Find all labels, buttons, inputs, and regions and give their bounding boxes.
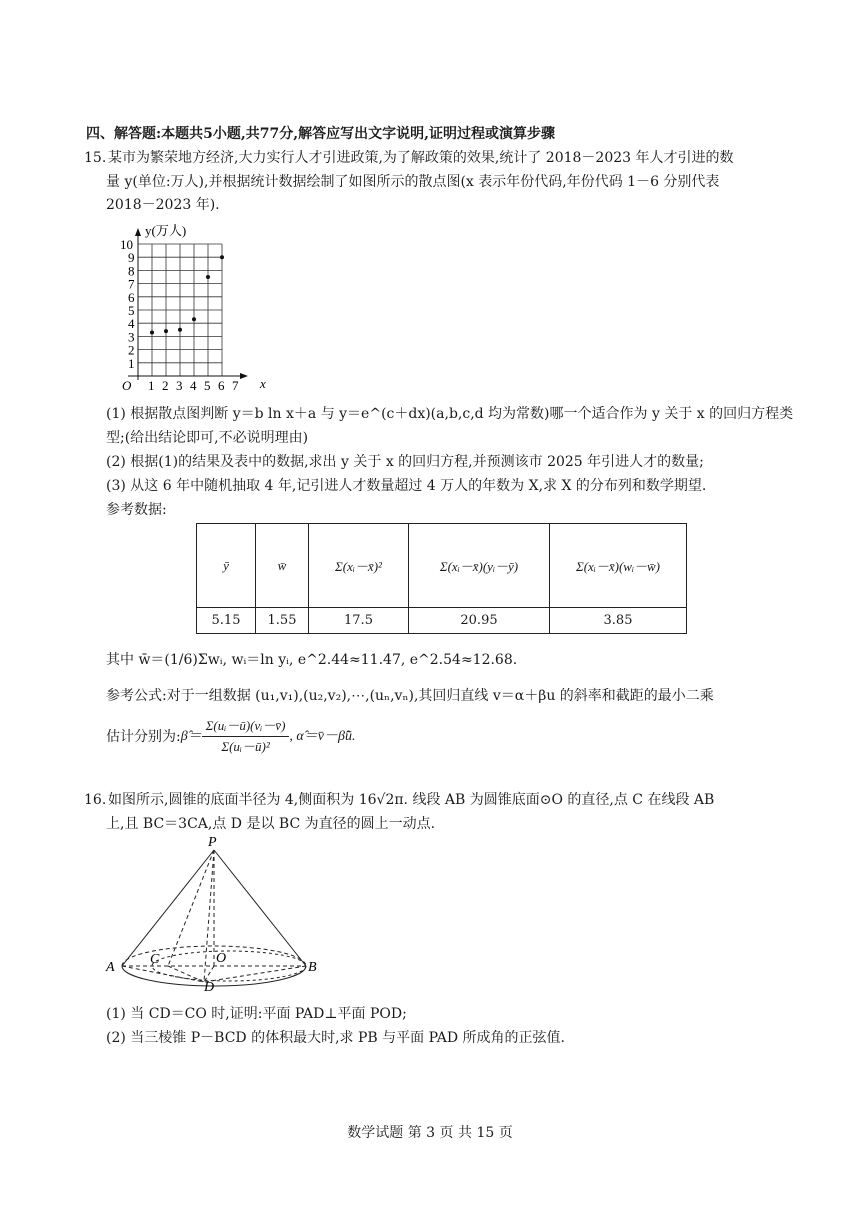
table-header-sxx: [309, 524, 409, 608]
table-cell-wbar: 1.55: [256, 608, 309, 634]
page-footer: 数学试题 第 3 页 共 15 页: [347, 1125, 513, 1141]
q15-part2: (2) 根据(1)的结果及表中的数据,求出 y 关于 x 的回归方程,并预测该市 2025 年引进人才的数量;: [106, 454, 704, 470]
q16-line2: 上,且 BC＝3CA,点 D 是以 BC 为直径的圆上一动点.: [106, 816, 436, 832]
x-tick-label: 5: [204, 378, 211, 393]
line-pc: [168, 850, 214, 966]
table-cell-sxy: 20.95: [409, 608, 550, 634]
formula-prefix: 估计分别为:: [106, 728, 181, 745]
formula-fraction: [202, 716, 290, 757]
y-tick-label: 8: [128, 263, 135, 279]
label-b: B: [308, 960, 317, 975]
data-point: [220, 255, 224, 259]
x-tick-label: 4: [190, 378, 197, 393]
chart-origin: O: [122, 378, 132, 393]
table-cell-sxx: 17.5: [309, 608, 409, 634]
q15-where-line: 其中 w̄＝(1/6)Σwᵢ, wᵢ＝ln yᵢ, e^2.44≈11.47, e^2.54≈12.68.: [106, 652, 518, 668]
formula-beta: β̂＝: [180, 728, 202, 744]
q15-part3: (3) 从这 6 年中随机抽取 4 年,记引进人才数量超过 4 万人的年数为 X,求 X 的分布列和数学期望.: [106, 478, 707, 494]
label-d: D: [204, 980, 215, 994]
section-title: 四、解答题:本题共5小题,共77分,解答应写出文字说明,证明过程或演算步骤: [86, 126, 556, 142]
q16-part1: (1) 当 CD＝CO 时,证明:平面 PAD⊥平面 POD;: [106, 1006, 407, 1022]
y-tick-label: 7: [128, 276, 135, 292]
chart-ylabel: y(万人): [145, 223, 187, 238]
line-pd: [204, 850, 214, 982]
chart-xlabel: x: [260, 376, 266, 391]
y-tick-label: 10: [120, 237, 133, 252]
y-tick-label: 4: [128, 316, 135, 332]
scatter-chart: [100, 218, 290, 396]
data-point: [192, 317, 196, 321]
q15-intro-line-2: 量 y(单位:万人),并根据统计数据绘制了如图所示的散点图(x 表示年份代码,年份代码 1－6 分别代表: [106, 174, 720, 190]
x-tick-label: 6: [218, 378, 225, 393]
table-cell-ybar: 5.15: [197, 608, 256, 634]
chart-points: [150, 255, 224, 334]
x-tick-label: 3: [176, 378, 183, 393]
ref-data-label: 参考数据:: [106, 502, 167, 518]
cone-figure: [100, 834, 330, 994]
reference-table: [196, 523, 687, 634]
formula-denominator: Σ(uᵢ－ū)²: [221, 739, 270, 754]
chart-axes: [128, 228, 248, 380]
x-tick-label: 2: [162, 378, 169, 393]
y-tick-label: 6: [128, 289, 135, 305]
label-a: A: [106, 960, 115, 975]
y-tick-label: 9: [128, 250, 135, 266]
table-header-sxx-text: Σ(xᵢ－x̄)²: [335, 559, 382, 574]
table-header-sxy-text: Σ(xᵢ－x̄)(yᵢ－ȳ): [439, 559, 519, 574]
data-point: [150, 330, 154, 334]
x-axis-arrow: [240, 373, 248, 379]
formula-numerator: Σ(uᵢ－ū)(vᵢ－v̄): [202, 716, 290, 737]
label-p: P: [208, 835, 217, 850]
q15-part1-line1: (1) 根据散点图判断 y＝b ln x＋a 与 y＝e^(c＋dx)(a,b,c,d 均为常数)哪一个适合作为 y 关于 x 的回归方程类: [106, 406, 794, 422]
y-tick-label: 2: [128, 342, 135, 358]
table-header-sxy: [409, 524, 550, 608]
data-point: [206, 275, 210, 279]
x-tick-label: 1: [148, 378, 155, 393]
x-tick-label: 7: [232, 378, 239, 393]
y-tick-label: 3: [128, 329, 135, 345]
line-bd: [204, 966, 306, 982]
y-tick-label: 1: [128, 355, 135, 371]
data-point: [164, 329, 168, 333]
q15-intro-line-1: 某市为繁荣地方经济,大力实行人才引进政策,为了解政策的效果,统计了 2018－2023 年人才引进的数: [108, 150, 734, 166]
table-header-sxw-text: Σ(xᵢ－x̄)(wᵢ－w̄): [575, 559, 661, 574]
q16-part2: (2) 当三棱锥 P－BCD 的体积最大时,求 PB 与平面 PAD 所成角的正弦值.: [106, 1030, 565, 1046]
label-o: O: [216, 951, 227, 966]
q15-part1-line2: 型;(给出结论即可,不必说明理由): [106, 430, 309, 446]
table-header-wbar: w̄: [256, 524, 309, 608]
q15-formula-line2: [106, 716, 355, 757]
table-header-ybar: ȳ: [197, 524, 256, 608]
table-cell-sxw: 3.85: [550, 608, 687, 634]
q15-intro-line-3: 2018－2023 年).: [106, 197, 220, 213]
y-axis-arrow: [135, 228, 141, 236]
y-tick-label: 5: [128, 303, 135, 318]
data-point: [178, 328, 182, 332]
q16-number: 16.: [84, 792, 107, 808]
chart-grid: [138, 244, 222, 376]
q15-formula-line1: 参考公式:对于一组数据 (u₁,v₁),(u₂,v₂),⋯,(uₙ,vₙ),其回归直线 v＝α＋βu 的斜率和截距的最小二乘: [106, 688, 714, 704]
q15-number: 15.: [84, 150, 107, 166]
q16-line1: 如图所示,圆锥的底面半径为 4,侧面积为 16√2π. 线段 AB 为圆锥底面⊙O 的直径,点 C 在线段 AB: [108, 792, 715, 808]
formula-alpha: , α̂＝v̄－β̂ū.: [289, 728, 356, 744]
table-header-sxw: [550, 524, 687, 608]
label-c: C: [150, 952, 160, 967]
